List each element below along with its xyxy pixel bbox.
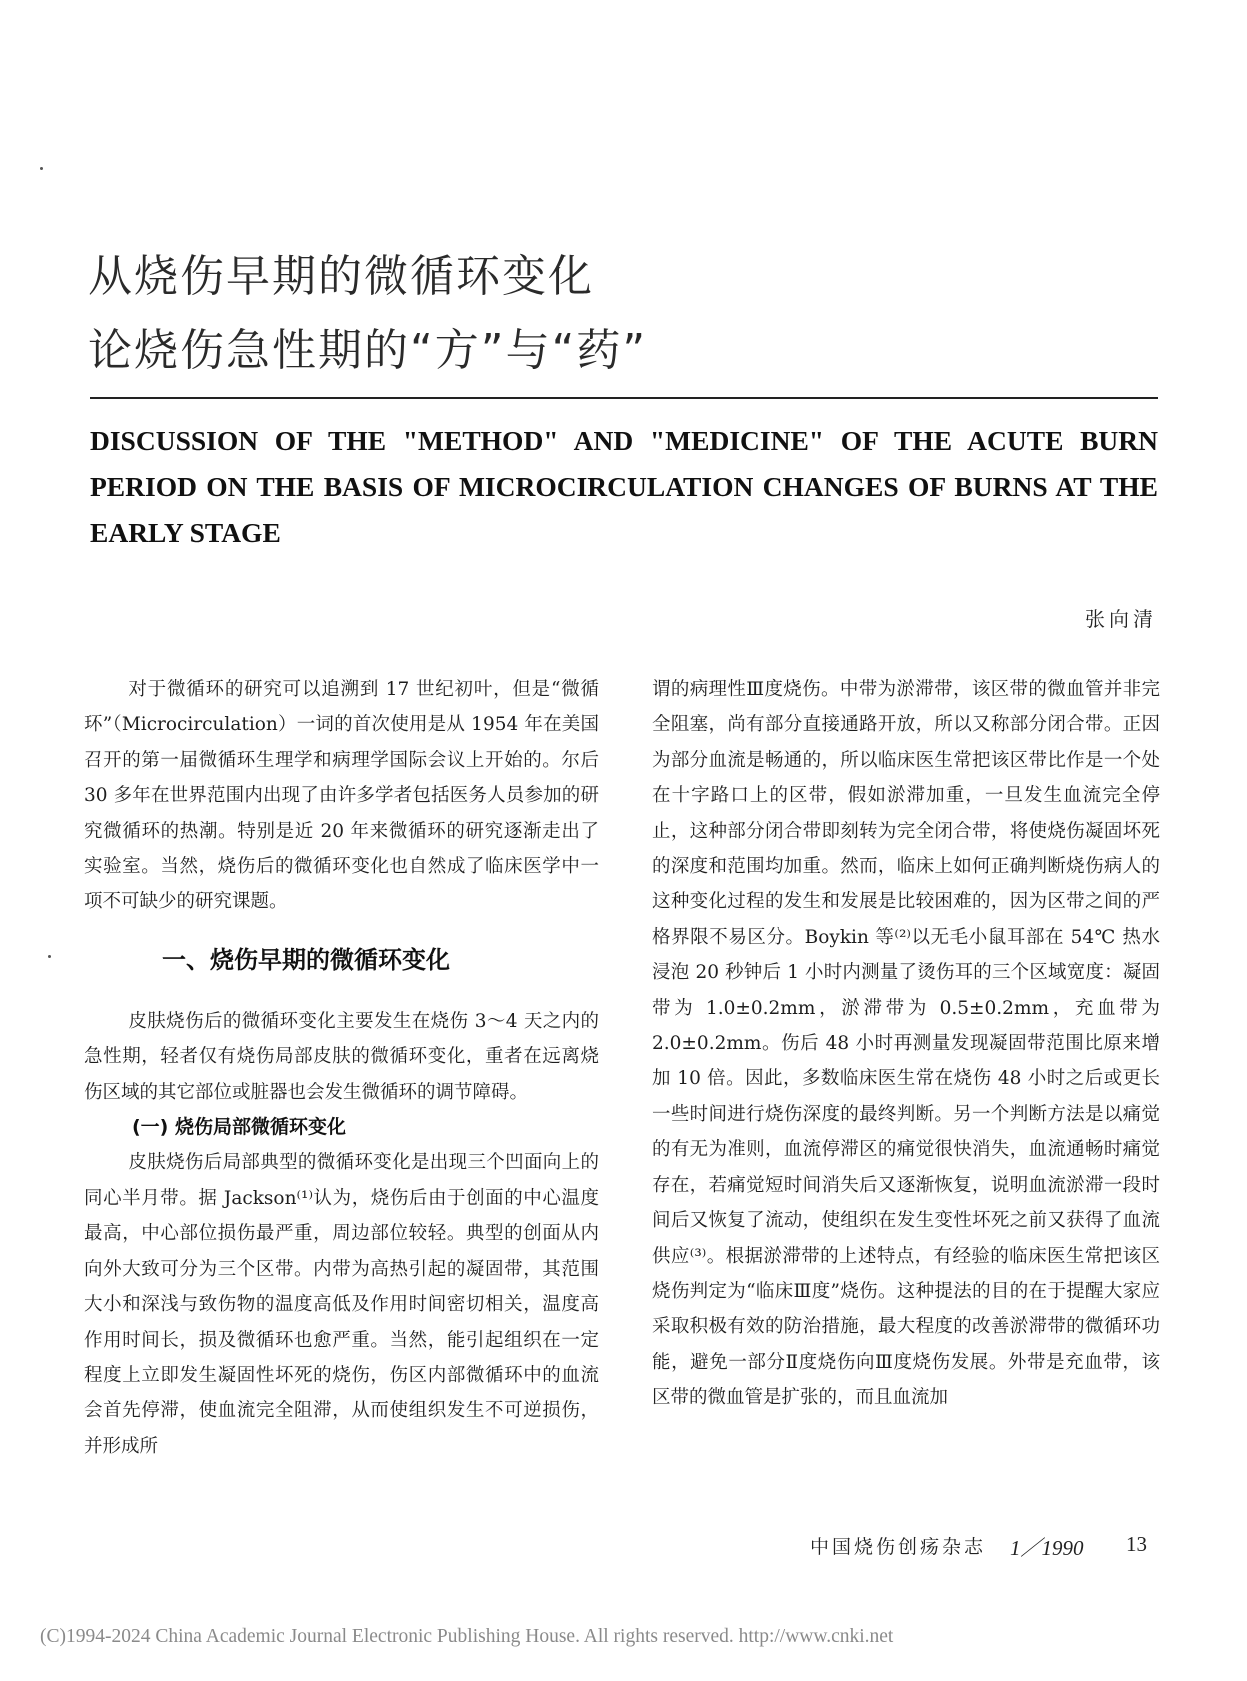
journal-name: 中国烧伤创疡杂志 [810, 1536, 987, 1558]
title-divider [90, 397, 1158, 399]
right-column [652, 672, 1160, 1416]
continued-paragraph: 谓的病理性Ⅲ度烧伤。中带为淤滞带，该区带的微血管并非完全阻塞，尚有部分直接通路开放，所以又称部分闭合带。正因为部分血流是畅通的，所以临床医生常把该区带比作是一个处在十字路口上的区带，假如淤滞加重，一旦发生血流完全停止，这种部分闭合带即刻转为完全闭合带，将使烧伤凝固坏死的深度和范围均加重。然而，临床上如何正确判断烧伤病人的这种变化过程的发生和发展是比较困难的，因为区带之间的严格界限不易区分。Boykin 等⁽²⁾以无毛小鼠耳部在 54℃ 热水浸泡 20 秒钟后 1 小时内测量了烫伤耳的三个区域宽度：凝固带为 1.0±0.2mm，淤滞带为 0.5±0.2mm，充血带为 2.0±0.2mm。伤后 48 小时再测量发现凝固带范围比原来增加 10 倍。因此，多数临床医生常在烧伤 48 小时之后或更长一些时间进行烧伤深度的最终判断。另一个判断方法是以痛觉的有无为准则，血流停滞区的痛觉很快消失，血流通畅时痛觉存在，若痛觉短时间消失后又逐渐恢复，说明血流淤滞一段时间后又恢复了流动，使组织在发生变性坏死之前又获得了血流供应⁽³⁾。根据淤滞带的上述特点，有经验的临床医生常把该区烧伤判定为“临床Ⅲ度”烧伤。这种提法的目的在于提醒大家应采取积极有效的防治措施，最大程度的改善淤滞带的微循环功能，避免一部分Ⅱ度烧伤向Ⅲ度烧伤发展。外带是充血带，该区带的微血管是扩张的，而且血流加 [652, 679, 1160, 1409]
left-column [84, 672, 599, 1464]
chinese-title [88, 240, 647, 388]
page-number: 13 [1126, 1532, 1147, 1556]
author-name: 张向清 [1085, 607, 1157, 631]
chinese-title-line-2: 论烧伤急性期的“方”与“药” [88, 325, 648, 376]
subsection-paragraph: 皮肤烧伤后局部典型的微循环变化是出现三个凹面向上的同心半月带。据 Jackson⁽¹⁾认为，烧伤后由于创面的中心温度最高，中心部位损伤最严重，周边部位较轻。典型的创面从内向外大致可分为三个区带。内带为高热引起的凝固带，其范围大小和深浅与致伤物的温度高低及作用时间密切相关，温度高作用时间长，损及微循环也愈严重。当然，能引起组织在一定程度上立即发生凝固性坏死的烧伤，伤区内部微循环中的血流会首先停滞，使血流完全阻滞，从而使组织发生不可逆损伤，并形成所 [84, 1152, 599, 1457]
scan-speck [48, 955, 51, 958]
english-title: DISCUSSION OF THE "METHOD" AND "MEDICINE" OF THE ACUTE BURN PERIOD ON THE BASIS OF MICROCIRCULATION CHANGES OF BURNS AT THE EARLY STAGE [90, 425, 1158, 548]
subsection-heading: (一) 烧伤局部微循环变化 [132, 1116, 346, 1139]
issue-number: 1／1990 [1010, 1536, 1084, 1560]
chinese-title-line-1: 从烧伤早期的微循环变化 [88, 251, 594, 302]
scan-speck [40, 167, 43, 170]
copyright-notice: (C)1994-2024 China Academic Journal Electronic Publishing House. All rights reserved. http://www.cnki.net [40, 1626, 894, 1647]
section-heading: 一、烧伤早期的微循环变化 [162, 945, 450, 974]
section-paragraph: 皮肤烧伤后的微循环变化主要发生在烧伤 3～4 天之内的急性期，轻者仅有烧伤局部皮肤的微循环变化，重者在远离烧伤区域的其它部位或脏器也会发生微循环的调节障碍。 [84, 1010, 599, 1103]
intro-paragraph: 对于微循环的研究可以追溯到 17 世纪初叶，但是“微循环”（Microcirculation）一词的首次使用是从 1954 年在美国召开的第一届微循环生理学和病理学国际会议上开始的。尔后 30 多年在世界范围内出现了由许多学者包括医务人员参加的研究微循环的热潮。特别是近 20 年来微循环的研究逐渐走出了实验室。当然，烧伤后的微循环变化也自然成了临床医学中一项不可缺少的研究课题。 [84, 679, 599, 913]
